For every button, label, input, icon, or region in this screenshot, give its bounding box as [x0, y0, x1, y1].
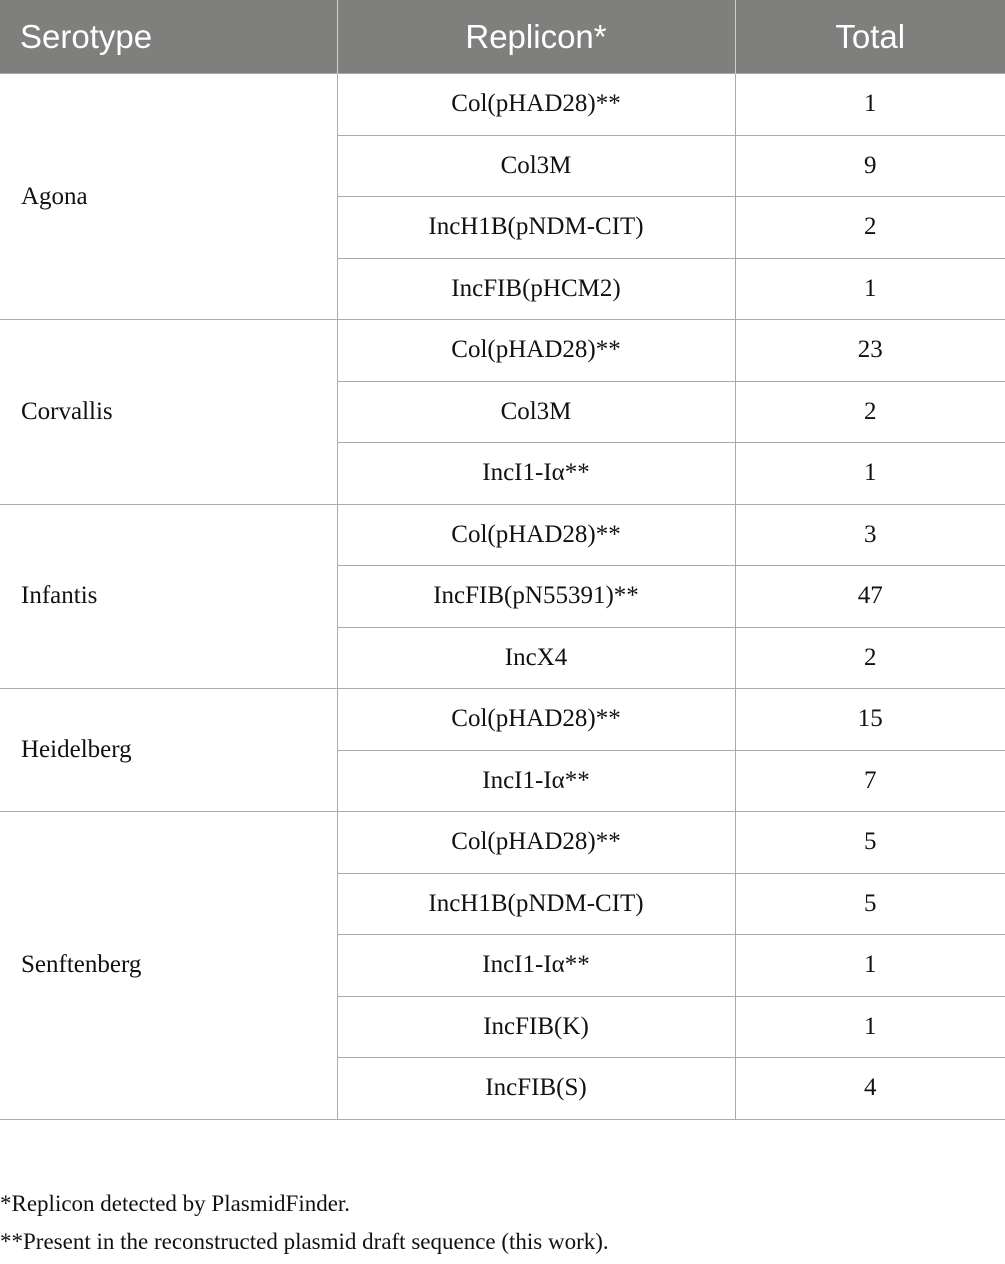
- total-cell: 4: [735, 1058, 1005, 1120]
- header-row: [0, 0, 1005, 74]
- total-cell: 1: [735, 443, 1005, 505]
- total-cell: 2: [735, 197, 1005, 259]
- replicon-cell: Col(pHAD28)**: [337, 320, 735, 382]
- total-cell: 5: [735, 873, 1005, 935]
- replicon-cell: IncH1B(pNDM-CIT): [337, 197, 735, 259]
- serotype-cell: Infantis: [0, 504, 337, 689]
- serotype-cell: Agona: [0, 74, 337, 320]
- total-cell: 15: [735, 689, 1005, 751]
- total-cell: 3: [735, 504, 1005, 566]
- replicon-cell: Col(pHAD28)**: [337, 689, 735, 751]
- total-cell: 1: [735, 258, 1005, 320]
- header-total: Total: [735, 0, 1005, 74]
- table-body: [0, 74, 1005, 1120]
- replicon-cell: IncFIB(pHCM2): [337, 258, 735, 320]
- replicon-cell: Col(pHAD28)**: [337, 504, 735, 566]
- replicon-cell: Col(pHAD28)**: [337, 812, 735, 874]
- replicon-cell: IncFIB(K): [337, 996, 735, 1058]
- replicon-cell: Col(pHAD28)**: [337, 74, 735, 136]
- replicon-cell: IncX4: [337, 627, 735, 689]
- table-header: [0, 0, 1005, 74]
- replicon-cell: Col3M: [337, 135, 735, 197]
- table-row: [0, 689, 1005, 751]
- total-cell: 1: [735, 74, 1005, 136]
- replicon-cell: IncFIB(S): [337, 1058, 735, 1120]
- total-cell: 9: [735, 135, 1005, 197]
- footnote-single-asterisk: *Replicon detected by PlasmidFinder.: [0, 1191, 351, 1216]
- replicon-cell: IncH1B(pNDM-CIT): [337, 873, 735, 935]
- table-row: [0, 812, 1005, 874]
- serotype-cell: Senftenberg: [0, 812, 337, 1120]
- replicon-cell: IncFIB(pN55391)**: [337, 566, 735, 628]
- total-cell: 2: [735, 381, 1005, 443]
- table-row: [0, 504, 1005, 566]
- serotype-cell: Corvallis: [0, 320, 337, 505]
- serotype-cell: Heidelberg: [0, 689, 337, 812]
- total-cell: 23: [735, 320, 1005, 382]
- total-cell: 7: [735, 750, 1005, 812]
- replicon-cell: IncI1-Iα**: [337, 750, 735, 812]
- header-serotype: Serotype: [0, 0, 337, 74]
- total-cell: 5: [735, 812, 1005, 874]
- table-footnotes: [0, 1185, 609, 1261]
- total-cell: 2: [735, 627, 1005, 689]
- replicon-cell: IncI1-Iα**: [337, 935, 735, 997]
- table-row: [0, 74, 1005, 136]
- header-replicon: Replicon*: [337, 0, 735, 74]
- replicon-cell: Col3M: [337, 381, 735, 443]
- total-cell: 47: [735, 566, 1005, 628]
- table-row: [0, 320, 1005, 382]
- total-cell: 1: [735, 996, 1005, 1058]
- total-cell: 1: [735, 935, 1005, 997]
- replicon-cell: IncI1-Iα**: [337, 443, 735, 505]
- footnote-double-asterisk: **Present in the reconstructed plasmid draft sequence (this work).: [0, 1229, 609, 1254]
